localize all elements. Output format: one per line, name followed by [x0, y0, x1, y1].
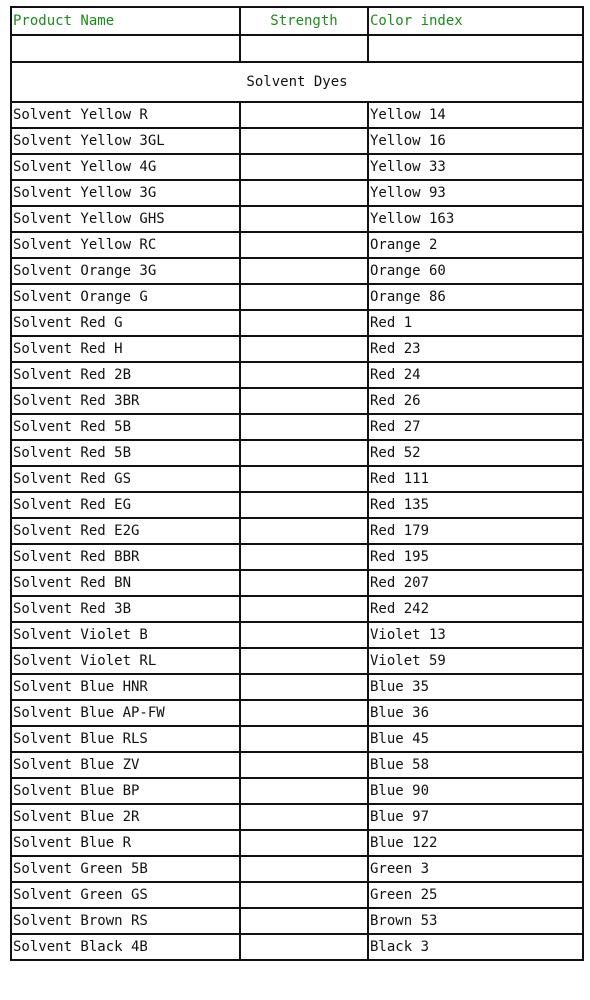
product-name-cell: Solvent Blue HNR: [11, 674, 240, 700]
color-index-cell: Brown 53: [368, 908, 583, 934]
table-row: [11, 388, 583, 414]
product-name-cell: Solvent Red GS: [11, 466, 240, 492]
color-index-cell: Violet 13: [368, 622, 583, 648]
strength-cell: [240, 622, 368, 648]
color-index-cell: Red 242: [368, 596, 583, 622]
color-index-cell: Red 179: [368, 518, 583, 544]
color-index-cell: Orange 2: [368, 232, 583, 258]
table-row: [11, 102, 583, 128]
strength-cell: [240, 440, 368, 466]
product-name-cell: Solvent Blue R: [11, 830, 240, 856]
product-name-cell: Solvent Red 5B: [11, 414, 240, 440]
strength-cell: [240, 102, 368, 128]
strength-cell: [240, 180, 368, 206]
color-index-cell: Red 23: [368, 336, 583, 362]
strength-cell: [240, 908, 368, 934]
product-name-cell: Solvent Green 5B: [11, 856, 240, 882]
color-index-cell: Blue 45: [368, 726, 583, 752]
table-row: [11, 232, 583, 258]
blank-cell: [240, 35, 368, 62]
strength-cell: [240, 570, 368, 596]
color-index-cell: Red 111: [368, 466, 583, 492]
product-name-cell: Solvent Red H: [11, 336, 240, 362]
section-title: Solvent Dyes: [11, 62, 583, 102]
product-name-cell: Solvent Yellow R: [11, 102, 240, 128]
table-row: [11, 622, 583, 648]
color-index-cell: Yellow 33: [368, 154, 583, 180]
strength-cell: [240, 310, 368, 336]
table-row: [11, 284, 583, 310]
color-index-cell: Blue 35: [368, 674, 583, 700]
table-row: [11, 180, 583, 206]
product-name-cell: Solvent Violet RL: [11, 648, 240, 674]
table-row: [11, 596, 583, 622]
table-row: [11, 206, 583, 232]
strength-cell: [240, 284, 368, 310]
product-name-cell: Solvent Orange 3G: [11, 258, 240, 284]
product-name-cell: Solvent Red 3B: [11, 596, 240, 622]
color-index-cell: Red 135: [368, 492, 583, 518]
strength-cell: [240, 544, 368, 570]
color-index-cell: Yellow 163: [368, 206, 583, 232]
color-index-cell: Red 1: [368, 310, 583, 336]
product-name-cell: Solvent Blue 2R: [11, 804, 240, 830]
strength-cell: [240, 258, 368, 284]
strength-cell: [240, 596, 368, 622]
header-color-index: Color index: [368, 7, 583, 35]
table-row: [11, 726, 583, 752]
product-name-cell: Solvent Black 4B: [11, 934, 240, 960]
color-index-cell: Green 25: [368, 882, 583, 908]
product-name-cell: Solvent Green GS: [11, 882, 240, 908]
color-index-cell: Violet 59: [368, 648, 583, 674]
product-name-cell: Solvent Red G: [11, 310, 240, 336]
strength-cell: [240, 362, 368, 388]
table-row: [11, 830, 583, 856]
table-row: [11, 934, 583, 960]
color-index-cell: Blue 122: [368, 830, 583, 856]
table-row: [11, 908, 583, 934]
product-name-cell: Solvent Yellow 4G: [11, 154, 240, 180]
color-index-cell: Yellow 14: [368, 102, 583, 128]
strength-cell: [240, 882, 368, 908]
color-index-cell: Yellow 16: [368, 128, 583, 154]
product-name-cell: Solvent Red 5B: [11, 440, 240, 466]
table-row: [11, 336, 583, 362]
section-row: [11, 62, 583, 102]
strength-cell: [240, 466, 368, 492]
table-row: [11, 570, 583, 596]
blank-cell: [11, 35, 240, 62]
table-row: [11, 544, 583, 570]
strength-cell: [240, 154, 368, 180]
product-name-cell: Solvent Orange G: [11, 284, 240, 310]
strength-cell: [240, 492, 368, 518]
product-name-cell: Solvent Brown RS: [11, 908, 240, 934]
header-row: [11, 7, 583, 35]
table-body: [11, 7, 583, 960]
strength-cell: [240, 674, 368, 700]
color-index-cell: Red 24: [368, 362, 583, 388]
strength-cell: [240, 726, 368, 752]
product-name-cell: Solvent Blue BP: [11, 778, 240, 804]
color-index-cell: Red 27: [368, 414, 583, 440]
table-row: [11, 778, 583, 804]
table-row: [11, 700, 583, 726]
strength-cell: [240, 752, 368, 778]
solvent-dyes-table: [10, 6, 584, 961]
color-index-cell: Yellow 93: [368, 180, 583, 206]
product-name-cell: Solvent Red BBR: [11, 544, 240, 570]
color-index-cell: Blue 90: [368, 778, 583, 804]
color-index-cell: Black 3: [368, 934, 583, 960]
strength-cell: [240, 414, 368, 440]
color-index-cell: Red 195: [368, 544, 583, 570]
header-product-name: Product Name: [11, 7, 240, 35]
color-index-cell: Blue 36: [368, 700, 583, 726]
table-row: [11, 310, 583, 336]
blank-cell: [368, 35, 583, 62]
table-row: [11, 752, 583, 778]
product-name-cell: Solvent Red EG: [11, 492, 240, 518]
product-name-cell: Solvent Red BN: [11, 570, 240, 596]
table-row: [11, 362, 583, 388]
product-name-cell: Solvent Yellow GHS: [11, 206, 240, 232]
product-name-cell: Solvent Red 2B: [11, 362, 240, 388]
color-index-cell: Blue 97: [368, 804, 583, 830]
table-row: [11, 674, 583, 700]
table-row: [11, 414, 583, 440]
strength-cell: [240, 388, 368, 414]
table-row: [11, 856, 583, 882]
table-row: [11, 882, 583, 908]
product-name-cell: Solvent Yellow RC: [11, 232, 240, 258]
strength-cell: [240, 232, 368, 258]
color-index-cell: Blue 58: [368, 752, 583, 778]
color-index-cell: Orange 86: [368, 284, 583, 310]
product-name-cell: Solvent Violet B: [11, 622, 240, 648]
product-name-cell: Solvent Blue ZV: [11, 752, 240, 778]
strength-cell: [240, 206, 368, 232]
blank-row: [11, 35, 583, 62]
table-row: [11, 492, 583, 518]
strength-cell: [240, 648, 368, 674]
strength-cell: [240, 336, 368, 362]
strength-cell: [240, 128, 368, 154]
table-row: [11, 154, 583, 180]
table-row: [11, 804, 583, 830]
table-row: [11, 466, 583, 492]
product-name-cell: Solvent Red E2G: [11, 518, 240, 544]
table-row: [11, 258, 583, 284]
strength-cell: [240, 518, 368, 544]
strength-cell: [240, 830, 368, 856]
color-index-cell: Red 52: [368, 440, 583, 466]
strength-cell: [240, 804, 368, 830]
table-row: [11, 518, 583, 544]
strength-cell: [240, 700, 368, 726]
color-index-cell: Orange 60: [368, 258, 583, 284]
product-name-cell: Solvent Red 3BR: [11, 388, 240, 414]
product-name-cell: Solvent Yellow 3G: [11, 180, 240, 206]
strength-cell: [240, 856, 368, 882]
table-row: [11, 648, 583, 674]
table-row: [11, 440, 583, 466]
strength-cell: [240, 934, 368, 960]
header-strength: Strength: [240, 7, 368, 35]
product-name-cell: Solvent Blue RLS: [11, 726, 240, 752]
color-index-cell: Red 26: [368, 388, 583, 414]
color-index-cell: Red 207: [368, 570, 583, 596]
strength-cell: [240, 778, 368, 804]
table-row: [11, 128, 583, 154]
product-name-cell: Solvent Yellow 3GL: [11, 128, 240, 154]
color-index-cell: Green 3: [368, 856, 583, 882]
product-name-cell: Solvent Blue AP-FW: [11, 700, 240, 726]
